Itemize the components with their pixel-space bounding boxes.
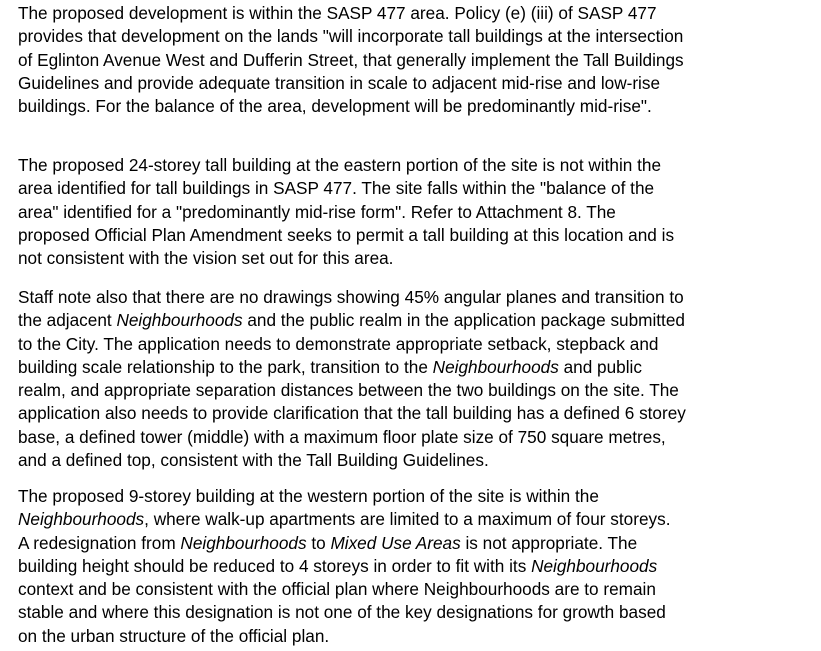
text-run: , where walk-up apartments are limited to a maximum of four storeys. A redesignation from xyxy=(18,509,671,553)
italic-term: Neighbourhoods xyxy=(432,356,559,377)
italic-term: Mixed Use Areas xyxy=(330,532,461,553)
text-run: is not appropriate. The building height should be reduced to 4 storeys in order to fit with its xyxy=(18,532,638,576)
text-run: to xyxy=(306,532,331,553)
paragraph-staff-note xyxy=(18,286,686,472)
text-run: and public realm, and appropriate separation distances between the two buildings on the site. The application also needs to provide clarification that the tall building has a defined 6 storey base, a defined tower (middle) with a maximum floor plate size of 750 square metres, and a defined top, consistent with the Tall Building Guidelines. xyxy=(18,356,686,471)
text-run: The proposed 24-storey tall building at the eastern portion of the site is not within the area identified for tall buildings in SASP 477. The site falls within the "balance of the area" identified for a "predominantly mid-rise form". Refer to Attachment 8. The proposed Official Plan Amendment seeks to permit a tall building at this location and is not consistent with the vision set out for this area. xyxy=(18,155,675,269)
italic-term: Neighbourhoods xyxy=(116,310,243,331)
paragraph-9-storey-building xyxy=(18,485,670,648)
paragraph-24-storey-building xyxy=(18,154,674,270)
text-run: The proposed 9-storey building at the western portion of the site is within the xyxy=(18,486,599,506)
text-run: and the public realm in the application package submitted to the City. The application needs to demonstrate appropriate setback, stepback and building scale relationship to the park, transition to the xyxy=(18,310,685,377)
text-run: Staff note also that there are no drawings showing 45% angular planes and transition to the adjacent xyxy=(18,287,684,331)
text-run: The proposed development is within the SASP 477 area. Policy (e) (iii) of SASP 477 provides that development on the lands "will incorporate tall buildings at the intersection of Eglinton Avenue West and Dufferin Street, that generally implement the Tall Buildings Guidelines and provide adequate transition in scale to adjacent mid-rise and low-rise buildings. For the balance of the area, development will be predominantly mid-rise". xyxy=(18,3,684,117)
italic-term: Neighbourhoods xyxy=(18,509,145,530)
italic-term: Neighbourhoods xyxy=(180,532,307,553)
paragraph-sasp-477-policy xyxy=(18,2,684,118)
italic-term: Neighbourhoods xyxy=(531,555,658,576)
text-run: context and be consistent with the official plan where Neighbourhoods are to remain stable and where this designation is not one of the key designations for growth based on the urban structure of the official plan. xyxy=(18,579,666,646)
